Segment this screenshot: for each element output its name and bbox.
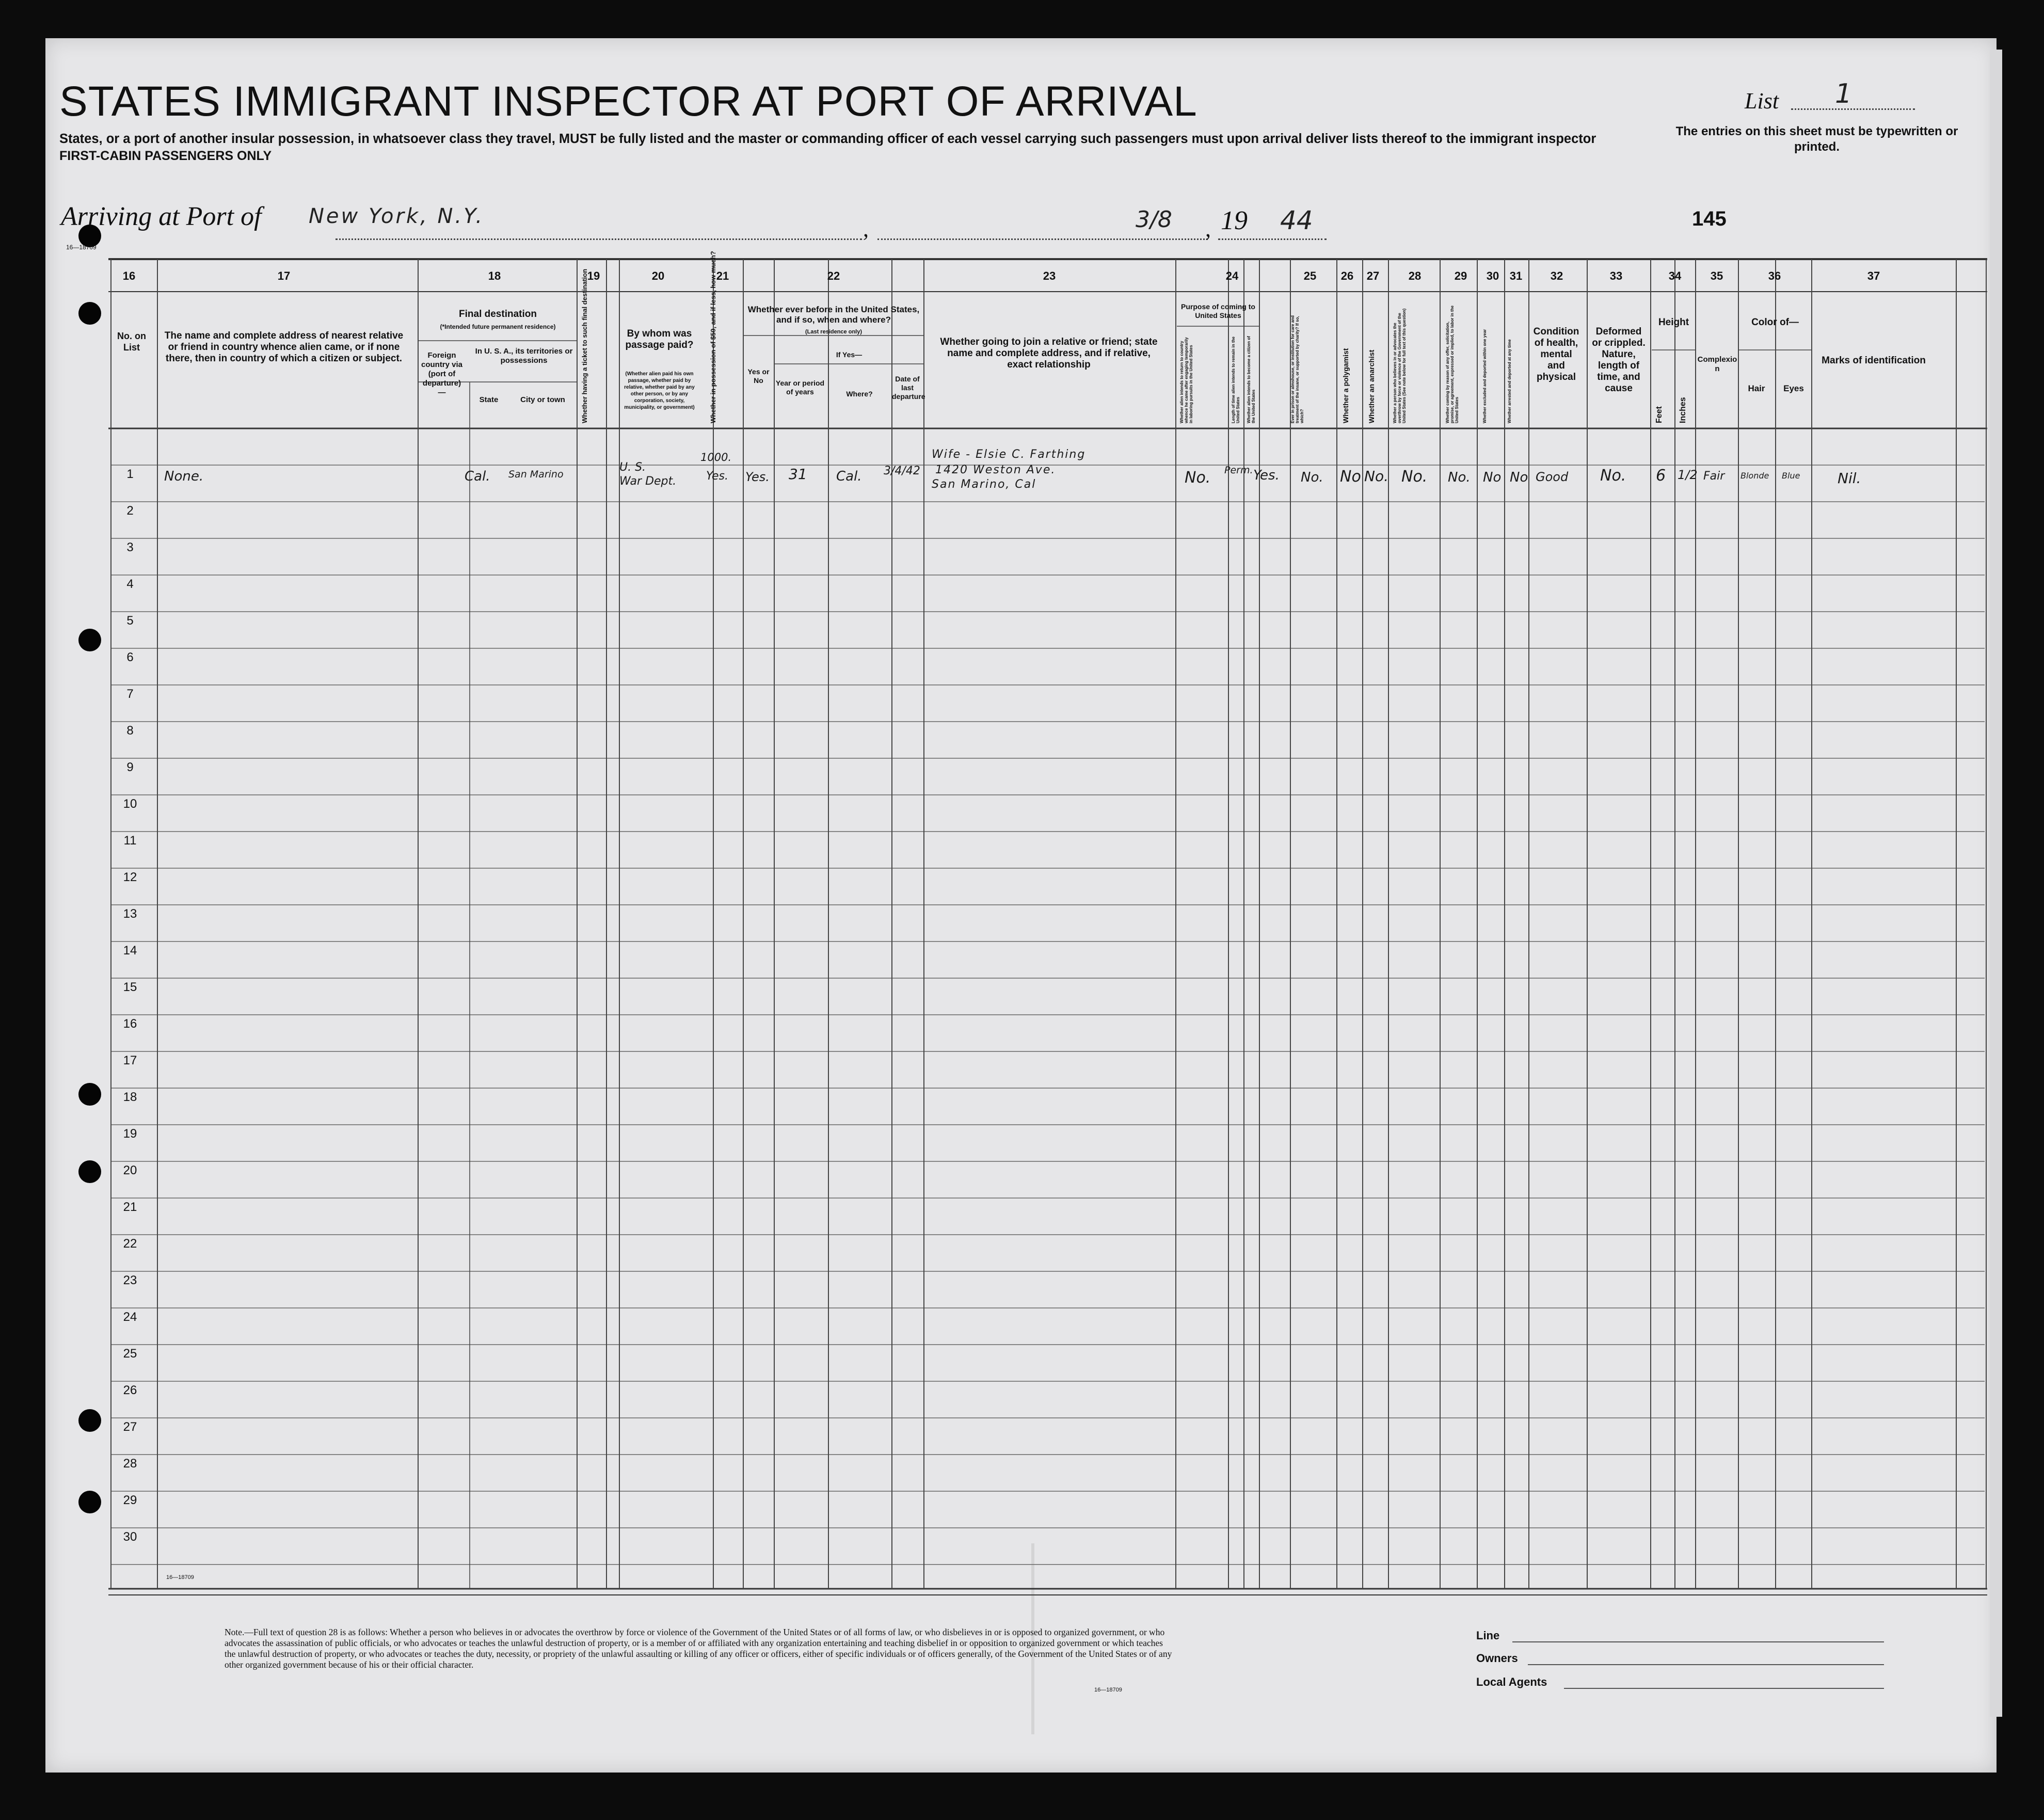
col-number: 16 xyxy=(122,269,136,282)
row-number: 22 xyxy=(123,1237,137,1251)
row-number: 3 xyxy=(126,540,134,554)
header-health: Condition of health, mental and physical xyxy=(1533,326,1579,382)
header-join-relative: Whether going to join a relative or friend; state name and complete address, and if relative, exact relationship xyxy=(940,337,1158,370)
header-excluded: Whether excluded and deported within one year xyxy=(1482,329,1487,423)
page-subtitle: States, or a port of another insular possession, in whatsoever class they travel, MUST be fully listed and the master or commanding officer of each vessel carrying such passengers must upon arrival deliver lists thereof to the immigrant inspector xyxy=(59,132,1596,146)
list-number: 1 xyxy=(1835,78,1853,109)
owners-label: Owners xyxy=(1476,1652,1518,1665)
col-number: 34 xyxy=(1668,269,1682,282)
row-number: 5 xyxy=(126,614,134,628)
col-number: 25 xyxy=(1303,269,1317,282)
arrival-date: 3/8 xyxy=(1136,206,1172,233)
col-number: 35 xyxy=(1710,269,1723,282)
entry-feet: 6 xyxy=(1656,467,1666,485)
header-in-usa: In U. S. A., its territories or possessions xyxy=(475,347,573,365)
entry-health: Good xyxy=(1536,470,1569,484)
header-purpose-return: Whether alien intends to return to country whence he came after engaging temporarily in laboring pursuits in the United States xyxy=(1179,337,1193,423)
col-number: 26 xyxy=(1340,269,1354,282)
entry-excluded: No xyxy=(1483,470,1502,485)
header-complexion: Complexion xyxy=(1697,355,1737,373)
row-number: 7 xyxy=(126,687,134,701)
row-number: 10 xyxy=(123,797,137,811)
header-purpose: Purpose of coming to United States xyxy=(1181,302,1255,320)
header-nearest-relative: The name and complete address of nearest relative or friend in country whence alien came, or if none there, then in country of which a citizen or subject. xyxy=(164,330,404,364)
header-inches: Inches xyxy=(1679,397,1687,423)
row-number: 19 xyxy=(123,1127,137,1141)
col-number: 37 xyxy=(1867,269,1880,282)
col-number: 33 xyxy=(1609,269,1623,282)
owners-underline xyxy=(1528,1664,1884,1665)
header-hair: Hair xyxy=(1748,384,1765,393)
col-number: 21 xyxy=(716,269,729,282)
row-number: 17 xyxy=(123,1053,137,1067)
header-prison: Ever in prison or almshouse, or institution for care and treatment of the insane, or supported by charity? If so, which? xyxy=(1290,315,1304,423)
list-label: List xyxy=(1745,88,1779,114)
header-marks: Marks of identification xyxy=(1822,355,1926,366)
col-number: 19 xyxy=(587,269,600,282)
entry-years: 31 xyxy=(789,466,807,483)
header-date-departure: Date of last departure xyxy=(892,375,925,401)
row-number: 14 xyxy=(123,944,137,957)
comma-separator: , xyxy=(863,216,869,242)
col-number: 24 xyxy=(1225,269,1239,282)
row-number: 21 xyxy=(123,1200,137,1214)
header-foreign-country: Foreign country via (port of departure)— xyxy=(421,351,463,397)
port-value: New York, N.Y. xyxy=(309,204,485,228)
row-number: 4 xyxy=(126,577,134,591)
row-number: 20 xyxy=(123,1163,137,1177)
entry-money-line1: 1000. xyxy=(700,451,732,464)
agents-underline xyxy=(1564,1688,1884,1689)
row-number: 11 xyxy=(123,834,137,848)
row-number: 12 xyxy=(123,870,137,884)
entry-last-departure: 3/4/42 xyxy=(884,465,920,477)
header-passage-paid-note: (Whether alien paid his own passage, whether paid by relative, whether paid by any other person, or by any corporation, society, municipality, or government) xyxy=(624,371,695,410)
header-overthrow: Whether a person who believes in or advocates the overthrow by force or violence of the Government of the United States (See note below for full text of this question) xyxy=(1393,308,1407,423)
col-number: 36 xyxy=(1768,269,1781,282)
entry-state: Cal. xyxy=(465,469,490,484)
typing-instructions: The entries on this sheet must be typewritten or printed. xyxy=(1675,124,1958,154)
header-no-on-list: No. on List xyxy=(117,331,146,353)
entry-overthrow: No. xyxy=(1401,468,1428,486)
col-number: 32 xyxy=(1550,269,1563,282)
row-number: 23 xyxy=(123,1273,137,1287)
entry-paid-line2: War Dept. xyxy=(619,475,677,488)
entry-polygamist: No xyxy=(1340,468,1361,486)
col-number: 20 xyxy=(651,269,665,282)
entry-city: San Marino xyxy=(508,469,564,480)
entry-deformed: No. xyxy=(1600,467,1626,485)
footer-form-number: 16—18709 xyxy=(1094,1687,1122,1693)
passenger-class: FIRST-CABIN PASSENGERS ONLY xyxy=(59,149,272,163)
row-number: 8 xyxy=(126,724,134,738)
header-color-of: Color of— xyxy=(1751,317,1799,328)
entry-prison: No. xyxy=(1301,470,1323,485)
col-number: 31 xyxy=(1509,269,1523,282)
header-purpose-citizen: Whether alien intends to become a citizen of the United States xyxy=(1247,336,1256,423)
entry-relative: None. xyxy=(164,469,204,484)
header-labor-offer: Whether coming by reason of any offer, solicitation, promise, or agreement, expressed or implied, to labor in the United States xyxy=(1445,305,1459,423)
entry-labor: No. xyxy=(1448,470,1471,485)
question-28-note: Note.—Full text of question 28 is as follows: Whether a person who believes in or advocates the overthrow by force or violence of the Government of the United States or of all forms of law, or who disbelieves in or is opposed to organized government, or who advocates the assassination of public officials, or who advocates or teaches the unlawful destruction of property, or is a member of or affiliated with any organization entertaining and teaching disbelief in or opposition to organized government or which teaches the unlawful destruction of property, or who advocates or teaches the duty, necessity, or propriety of the unlawful assaulting or killing of any officer or officers, either of specific individuals or of officers generally, of the Government of the United States or of any other organized government because of his or their official character. xyxy=(225,1627,1172,1670)
header-polygamist: Whether a polygamist xyxy=(1342,348,1350,423)
entry-join-line2: 1420 Weston Ave. xyxy=(935,464,1056,476)
table-form-number: 16—18709 xyxy=(166,1574,194,1580)
header-year: Year or period of years xyxy=(775,379,825,396)
header-ever-before: Whether ever before in the United States, and if so, when and where? xyxy=(747,305,920,325)
header-purpose-length: Length of time alien intends to remain in the United States xyxy=(1231,336,1240,423)
header-feet: Feet xyxy=(1655,406,1664,423)
row-number: 28 xyxy=(123,1457,137,1471)
row-number: 25 xyxy=(123,1347,137,1361)
comma-separator: , xyxy=(1205,216,1211,242)
header-yes-no: Yes or No xyxy=(747,368,770,385)
entry-complexion: Fair xyxy=(1703,470,1725,483)
entry-hair: Blonde xyxy=(1740,471,1769,481)
entry-where: Cal. xyxy=(836,469,862,484)
entry-anarchist: No. xyxy=(1364,468,1388,485)
year-value: 44 xyxy=(1280,205,1313,235)
row-number: 18 xyxy=(123,1090,137,1104)
col-number: 22 xyxy=(827,269,840,282)
header-height: Height xyxy=(1658,317,1689,328)
row-number: 27 xyxy=(123,1420,137,1434)
header-where: Where? xyxy=(846,390,873,398)
col-number: 29 xyxy=(1454,269,1467,282)
row-number: 24 xyxy=(123,1310,137,1324)
header-anarchist: Whether an anarchist xyxy=(1367,349,1376,423)
row-number: 29 xyxy=(123,1493,137,1507)
local-agents-label: Local Agents xyxy=(1476,1675,1547,1688)
entry-arrested: No xyxy=(1510,470,1528,485)
col-number: 18 xyxy=(488,269,501,282)
row-number: 2 xyxy=(126,504,134,518)
entry-return: No. xyxy=(1185,469,1211,487)
col-number: 17 xyxy=(277,269,291,282)
header-state: State xyxy=(479,395,499,404)
col-number: 23 xyxy=(1043,269,1056,282)
col-number: 30 xyxy=(1486,269,1499,282)
header-eyes: Eyes xyxy=(1783,384,1804,393)
col-number: 28 xyxy=(1408,269,1422,282)
year-prefix: 19 xyxy=(1221,206,1248,235)
header-ever-before-note: (Last residence only) xyxy=(805,329,863,335)
header-final-destination: Final destination xyxy=(459,309,537,320)
row-number: 1 xyxy=(126,467,134,481)
entry-join-line1: Wife - Elsie C. Farthing xyxy=(932,448,1086,461)
row-number: 26 xyxy=(123,1383,137,1397)
header-money: Whether in possession of $50, and if less, how much? xyxy=(709,251,717,423)
header-deformed: Deformed or crippled. Nature, length of time, and cause xyxy=(1592,326,1646,394)
entry-eyes: Blue xyxy=(1782,471,1800,481)
row-number: 15 xyxy=(123,980,137,994)
entry-marks: Nil. xyxy=(1838,470,1861,487)
line-label: Line xyxy=(1476,1629,1500,1642)
page-title: STATES IMMIGRANT INSPECTOR AT PORT OF ARRIVAL xyxy=(59,78,1197,125)
entry-before: Yes. xyxy=(745,470,770,484)
entry-join-line3: San Marino, Cal xyxy=(932,478,1036,491)
row-number: 16 xyxy=(123,1017,137,1031)
entry-length: Perm. xyxy=(1224,465,1253,476)
header-city: City or town xyxy=(520,395,565,404)
line-underline xyxy=(1512,1641,1884,1642)
header-final-destination-note: (*Intended future permanent residence) xyxy=(440,323,556,330)
entry-inches: 1/2 xyxy=(1678,468,1698,482)
arriving-label: Arriving at Port of xyxy=(61,202,262,231)
entry-money-line2: Yes. xyxy=(706,470,729,483)
header-passage-paid: By whom was passage paid? xyxy=(625,328,694,350)
header-arrested: Whether arrested and deported at any time xyxy=(1507,339,1512,423)
row-number: 6 xyxy=(126,650,134,664)
header-if-yes: If Yes— xyxy=(836,350,863,359)
row-number: 30 xyxy=(123,1530,137,1544)
entry-citizen: Yes. xyxy=(1253,468,1280,483)
row-number: 9 xyxy=(126,760,134,774)
sheet-number: 145 xyxy=(1692,207,1727,230)
col-number: 27 xyxy=(1366,269,1380,282)
row-number: 13 xyxy=(123,907,137,921)
entry-paid-line1: U. S. xyxy=(619,461,646,474)
form-number: 16—18709 xyxy=(66,244,97,251)
header-ticket: Whether having a ticket to such final destination xyxy=(581,268,588,423)
